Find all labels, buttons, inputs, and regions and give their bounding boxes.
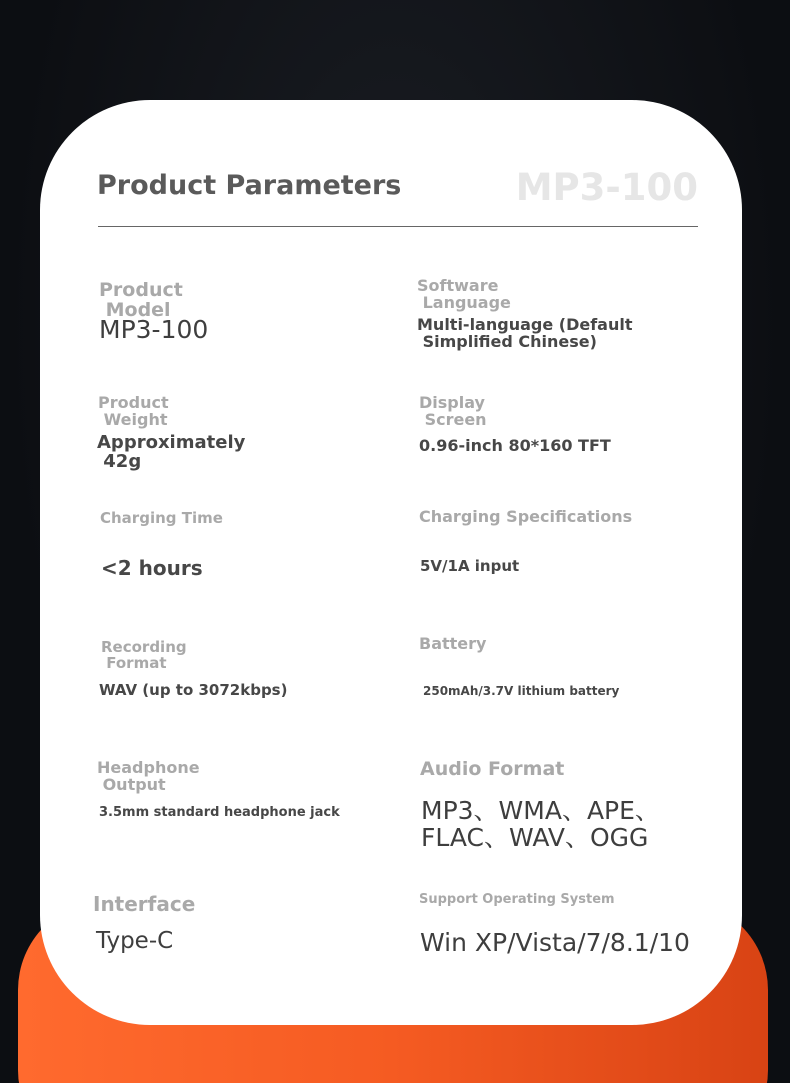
software-language-label: Software Language bbox=[417, 276, 511, 312]
product-model-label: Product Model bbox=[99, 279, 183, 321]
recording-format-value: WAV (up to 3072kbps) bbox=[99, 681, 288, 699]
product-model-value: MP3-100 bbox=[99, 315, 209, 344]
charging-time-value: <2 hours bbox=[101, 556, 203, 580]
product-weight-value: Approximately 42g bbox=[97, 432, 246, 473]
charging-specifications-value: 5V/1A input bbox=[420, 557, 520, 575]
headphone-output-label: Headphone Output bbox=[97, 758, 200, 794]
product-weight-label: Product Weight bbox=[98, 393, 169, 429]
audio-format-value: MP3、WMA、APE、 FLAC、WAV、OGG bbox=[421, 796, 660, 852]
interface-value: Type-C bbox=[96, 928, 174, 954]
charging-specifications-label: Charging Specifications bbox=[419, 507, 633, 526]
audio-format-label: Audio Format bbox=[420, 758, 565, 780]
support-os-label: Support Operating System bbox=[419, 892, 615, 907]
model-watermark: MP3-100 bbox=[515, 166, 698, 209]
page-title: Product Parameters bbox=[97, 170, 402, 201]
display-screen-value: 0.96-inch 80*160 TFT bbox=[419, 436, 611, 455]
battery-label: Battery bbox=[419, 634, 487, 653]
interface-label: Interface bbox=[93, 892, 196, 916]
charging-time-label: Charging Time bbox=[100, 509, 223, 527]
display-screen-label: Display Screen bbox=[419, 393, 487, 429]
title-divider bbox=[98, 226, 698, 227]
battery-value: 250mAh/3.7V lithium battery bbox=[423, 684, 620, 698]
support-os-value: Win XP/Vista/7/8.1/10 bbox=[420, 928, 690, 957]
recording-format-label: Recording Format bbox=[101, 638, 187, 672]
headphone-output-value: 3.5mm standard headphone jack bbox=[99, 805, 340, 820]
software-language-value: Multi-language (Default Simplified Chinese) bbox=[417, 315, 633, 352]
